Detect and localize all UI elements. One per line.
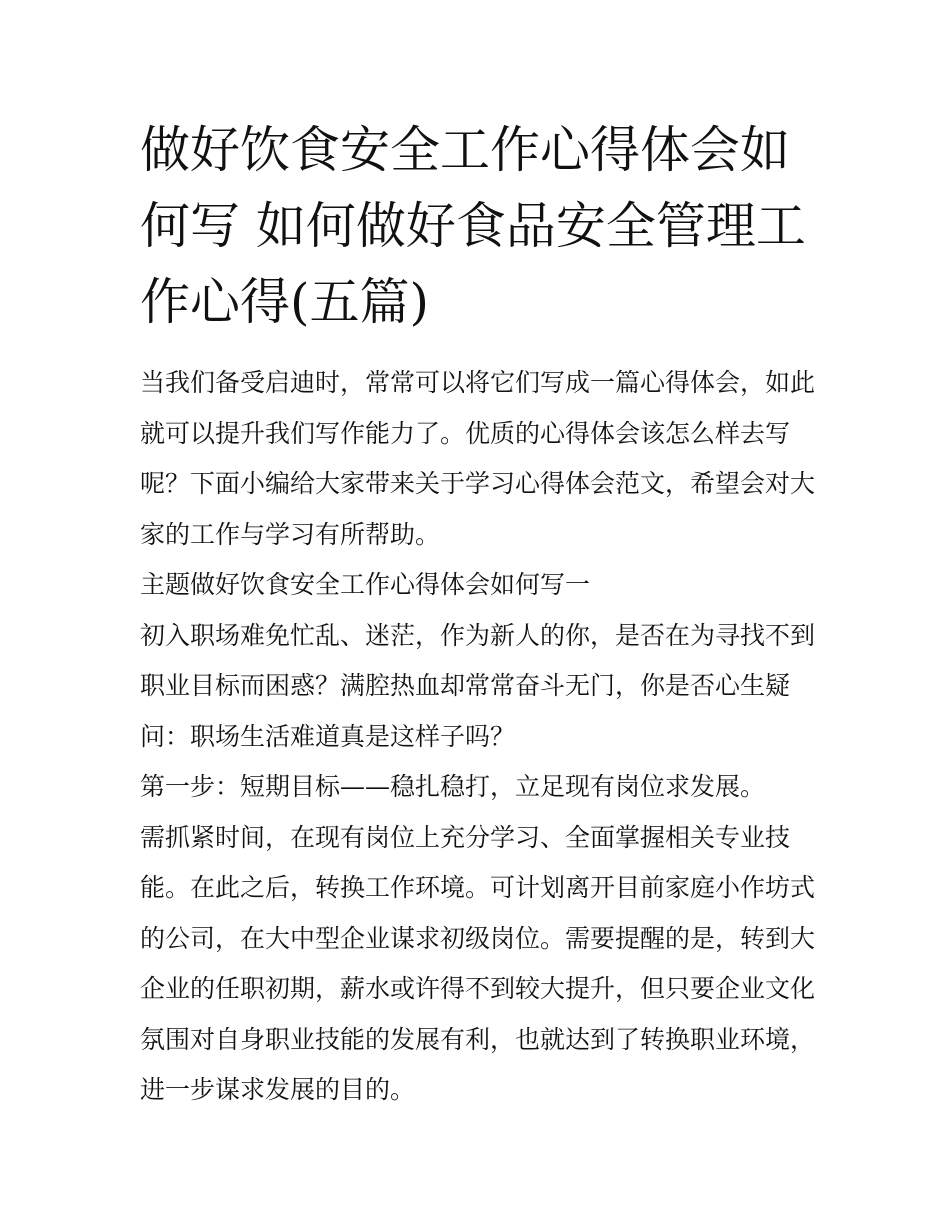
document-page [140, 112, 816, 1116]
step-heading: 第一步：短期目标——稳扎稳打，立足现有岗位求发展。 [140, 772, 766, 801]
document-title: 做好饮食安全工作心得体会如何写 如何做好食品安全管理工作心得(五篇) [140, 121, 806, 331]
body-paragraph: 初入职场难免忙乱、迷茫，作为新人的你，是否在为寻找不到职业目标而困惑？满腔热血却常常奋斗无门，你是否心生疑问：职场生活难道真是这样子吗？ [140, 620, 816, 751]
body-paragraph: 需抓紧时间，在现有岗位上充分学习、全面掌握相关专业技能。在此之后，转换工作环境。可计划离开目前家庭小作坊式的公司，在大中型企业谋求初级岗位。需要提醒的是，转到大企业的任职初期，薪水或许得不到较大提升，但只要企业文化氛围对自身职业技能的发展有利，也就达到了转换职业环境，进一步谋求发展的目的。 [140, 822, 816, 1104]
intro-paragraph: 当我们备受启迪时，常常可以将它们写成一篇心得体会，如此就可以提升我们写作能力了。优质的心得体会该怎么样去写呢？下面小编给大家带来关于学习心得体会范文，希望会对大家的工作与学习有所帮助。 [140, 368, 816, 549]
section-heading: 主题做好饮食安全工作心得体会如何写一 [140, 570, 591, 599]
